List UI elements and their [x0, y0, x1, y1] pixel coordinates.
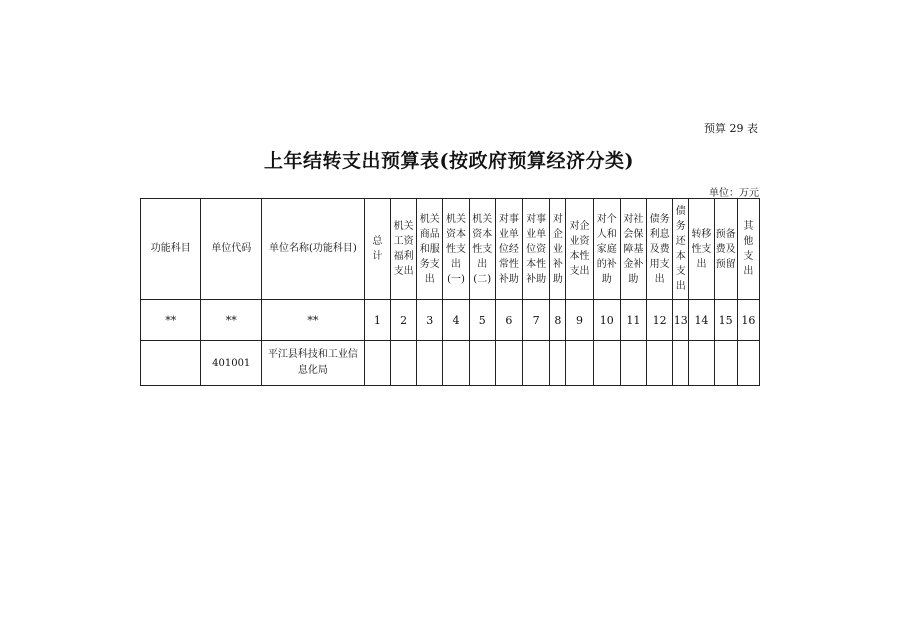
table-cell — [417, 341, 443, 386]
table-cell — [495, 341, 522, 386]
column-number: 8 — [550, 300, 566, 341]
column-header: 对个人和家庭的补助 — [593, 199, 620, 300]
column-number: 11 — [620, 300, 646, 341]
column-header: 单位名称(功能科目) — [261, 199, 364, 300]
column-header: 债务利息及费用支出 — [647, 199, 673, 300]
table-cell — [689, 341, 714, 386]
table-cell — [593, 341, 620, 386]
form-number: 预算 29 表 — [704, 122, 758, 135]
column-number-row — [141, 300, 760, 341]
table-cell — [673, 341, 689, 386]
column-number: ** — [201, 300, 261, 341]
column-header: 对事业单位资本性补助 — [523, 199, 550, 300]
table-cell — [550, 341, 566, 386]
column-number: 13 — [673, 300, 689, 341]
column-number: 9 — [566, 300, 593, 341]
unit-code-cell: 401001 — [201, 341, 261, 386]
table-cell — [469, 341, 495, 386]
column-header: 其他支出 — [737, 199, 759, 300]
table-cell — [391, 341, 417, 386]
column-number: 3 — [417, 300, 443, 341]
column-number: 1 — [364, 300, 390, 341]
column-number: ** — [141, 300, 201, 341]
column-number: 2 — [391, 300, 417, 341]
column-header: 机关资本性支出(二) — [469, 199, 495, 300]
unit-label: 单位：万元 — [709, 188, 759, 199]
column-header: 债务还本支出 — [673, 199, 689, 300]
page-title: 上年结转支出预算表(按政府预算经济分类) — [264, 150, 634, 172]
column-header: 转移性支出 — [689, 199, 714, 300]
column-header: 单位代码 — [201, 199, 261, 300]
column-number: 5 — [469, 300, 495, 341]
table-cell — [737, 341, 759, 386]
column-header: 机关商品和服务支出 — [417, 199, 443, 300]
table-cell — [523, 341, 550, 386]
column-number: 15 — [714, 300, 737, 341]
column-number: 7 — [523, 300, 550, 341]
column-header: 对企业补助 — [550, 199, 566, 300]
column-header: 对事业单位经常性补助 — [495, 199, 522, 300]
table-row — [141, 341, 760, 386]
column-header: 机关工资福利支出 — [391, 199, 417, 300]
column-number: 6 — [495, 300, 522, 341]
table-cell — [620, 341, 646, 386]
column-header: 对企业资本性支出 — [566, 199, 593, 300]
column-number: 14 — [689, 300, 714, 341]
table-cell — [714, 341, 737, 386]
column-number: 10 — [593, 300, 620, 341]
column-number: 16 — [737, 300, 759, 341]
column-header: 总计 — [364, 199, 390, 300]
header-row — [141, 199, 760, 300]
column-header: 功能科目 — [141, 199, 201, 300]
table-cell — [647, 341, 673, 386]
column-header: 预备费及预留 — [714, 199, 737, 300]
table-cell — [141, 341, 201, 386]
column-number: ** — [261, 300, 364, 341]
column-number: 12 — [647, 300, 673, 341]
column-header: 对社会保障基金补助 — [620, 199, 646, 300]
column-header: 机关资本性支出(一) — [443, 199, 469, 300]
budget-table — [140, 198, 760, 386]
column-number: 4 — [443, 300, 469, 341]
table-cell — [364, 341, 390, 386]
table-cell — [443, 341, 469, 386]
unit-name-cell: 平江县科技和工业信息化局 — [261, 341, 364, 386]
table-cell — [566, 341, 593, 386]
